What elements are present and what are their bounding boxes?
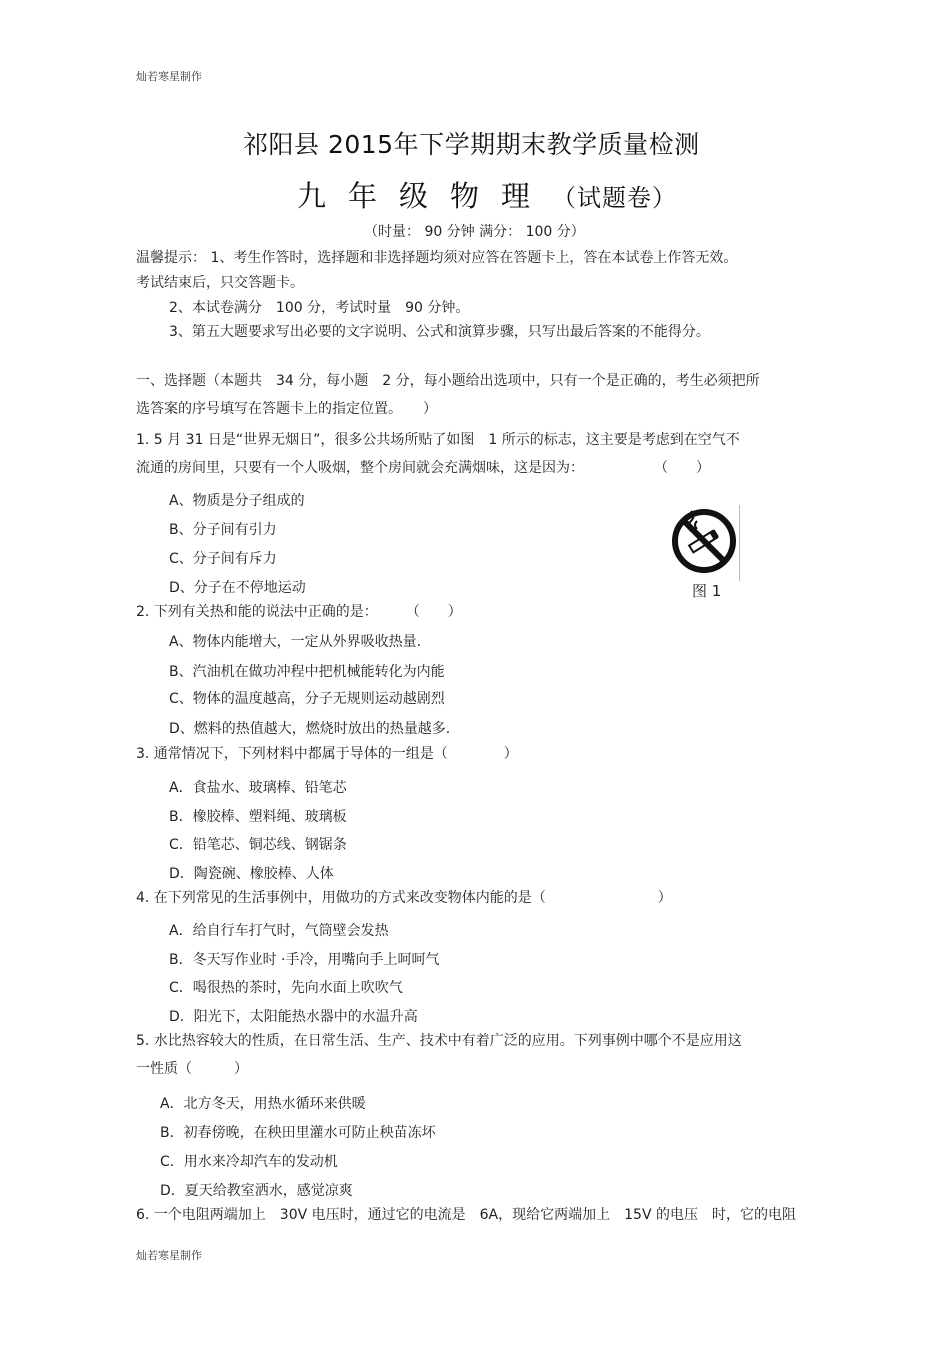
question-1-option-b: B、分子间有引力: [169, 522, 277, 538]
question-4-stem: 4. 在下列常见的生活事例中，用做功的方式来改变物体内能的是（ ）: [136, 890, 672, 906]
notice-line-2: 2、本试卷满分 100 分，考试时量 90 分钟。: [169, 300, 470, 316]
question-5-option-d: D．夏天给教室洒水，感觉凉爽: [160, 1183, 353, 1199]
exam-title: 祁阳县 2015年下学期期末教学质量检测: [243, 130, 700, 159]
question-4-option-c: C．喝很热的茶时，先向水面上吹吹气: [169, 980, 403, 996]
question-2-option-d: D、燃料的热值越大，燃烧时放出的热量越多.: [169, 721, 451, 737]
question-3-option-a: A．食盐水、玻璃棒、铅笔芯: [169, 780, 347, 796]
question-5-stem: 5. 水比热容较大的性质，在日常生活、生产、技术中有着广泛的应用。下列事例中哪个不是应用这: [136, 1033, 742, 1049]
notice-line-3: 3、第五大题要求写出必要的文字说明、公式和演算步骤，只写出最后答案的不能得分。: [169, 324, 710, 340]
question-2-stem: 2. 下列有关热和能的说法中正确的是： （ ）: [136, 604, 462, 620]
time-and-score: （时量： 90 分钟 满分： 100 分）: [364, 224, 585, 240]
footer-watermark: 灿若寒星制作: [136, 1249, 202, 1262]
section-1-heading: 一、选择题（本题共 34 分，每小题 2 分，每小题给出选项中，只有一个是正确的，考生必须把所: [136, 373, 760, 389]
question-2-option-b: B、汽油机在做功冲程中把机械能转化为内能: [169, 664, 445, 680]
question-5-option-c: C．用水来冷却汽车的发动机: [160, 1154, 338, 1170]
figure-1-caption: 图 1: [692, 582, 722, 600]
question-5-option-b: B．初春傍晚，在秧田里灌水可防止秧苗冻坏: [160, 1125, 436, 1141]
question-1-stem: 1. 5 月 31 日是“世界无烟日”，很多公共场所贴了如图 1 所示的标志，这主要是考虑到在空气不: [136, 432, 740, 448]
figure-1: [669, 505, 740, 581]
question-4-option-a: A．给自行车打气时，气筒壁会发热: [169, 923, 389, 939]
header-watermark: 灿若寒星制作: [136, 70, 202, 83]
question-4-option-d: D．阳光下，太阳能热水器中的水温升高: [169, 1009, 418, 1025]
notice-line-1: 温馨提示： 1、考生作答时，选择题和非选择题均须对应答在答题卡上，答在本试卷上作答无效。: [136, 250, 738, 266]
question-2-option-c: C、物体的温度越高，分子无规则运动越剧烈: [169, 691, 445, 707]
paper-type: （试题卷）: [552, 184, 678, 212]
question-1-option-c: C、分子间有斥力: [169, 551, 277, 567]
question-1-option-d: D、分子在不停地运动: [169, 580, 306, 596]
question-2-option-a: A、物体内能增大，一定从外界吸收热量.: [169, 634, 422, 650]
question-5-option-a: A．北方冬天，用热水循环来供暖: [160, 1096, 366, 1112]
subject-name: 九年级物理: [297, 179, 553, 213]
question-3-option-c: C．铅笔芯、铜芯线、钢锯条: [169, 837, 347, 853]
no-smoking-icon: [669, 505, 739, 575]
question-1-option-a: A、物质是分子组成的: [169, 493, 305, 509]
section-1-heading-cont: 选答案的序号填写在答题卡上的指定位置。 ）: [136, 401, 437, 417]
question-3-option-b: B．橡胶棒、塑料绳、玻璃板: [169, 809, 347, 825]
question-6-stem: 6. 一个电阻两端加上 30V 电压时，通过它的电流是 6A，现给它两端加上 15V 的电压 时，它的电阻: [136, 1207, 796, 1223]
question-5-stem-cont: 一性质（ ）: [136, 1061, 248, 1077]
exam-subject-title: [297, 174, 677, 215]
question-1-stem-cont: 流通的房间里，只要有一个人吸烟，整个房间就会充满烟味，这是因为： （ ）: [136, 460, 710, 476]
question-3-stem: 3. 通常情况下，下列材料中都属于导体的一组是（ ）: [136, 746, 518, 762]
notice-line-1-cont: 考试结束后，只交答题卡。: [136, 275, 304, 291]
question-4-option-b: B．冬天写作业时 ·手冷，用嘴向手上呵呵气: [169, 952, 440, 968]
question-3-option-d: D．陶瓷碗、橡胶棒、人体: [169, 866, 334, 882]
